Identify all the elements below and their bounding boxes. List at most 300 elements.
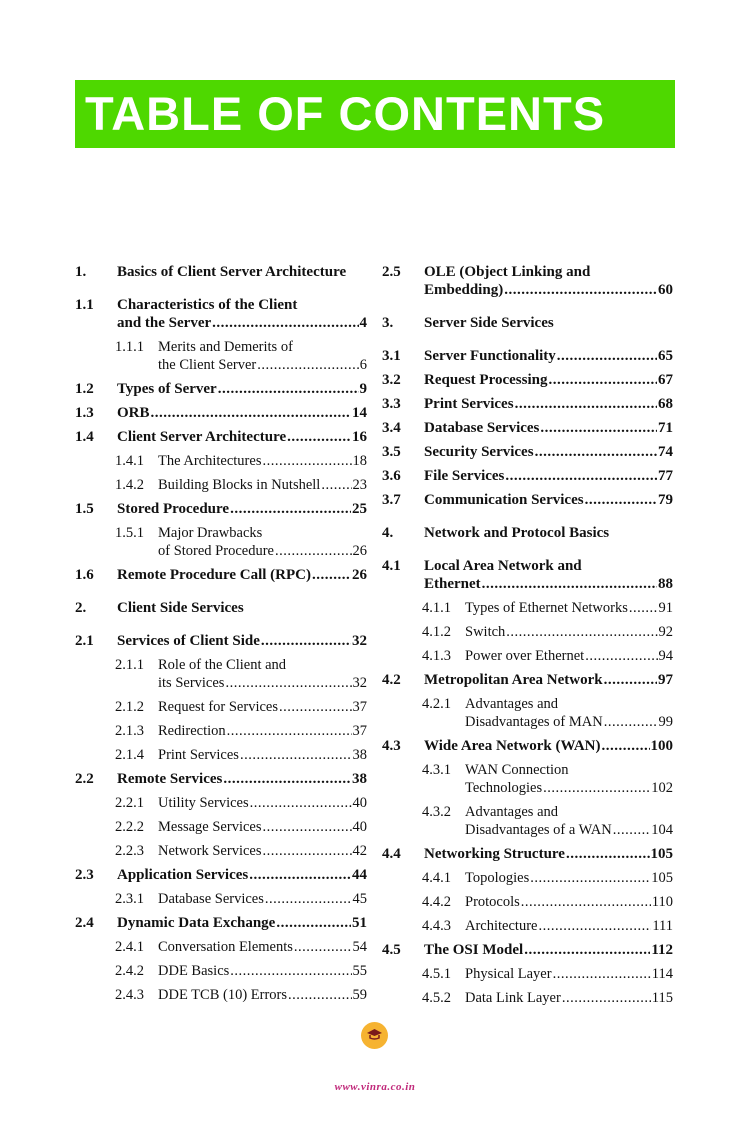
page-number: 14 (352, 405, 367, 421)
dot-leader (602, 737, 650, 755)
title-text: Redirection (158, 723, 226, 739)
page-number: 25 (352, 501, 367, 517)
page-number: 42 (352, 843, 367, 859)
section-number: 2.3.1 (115, 891, 144, 907)
section-number: 4.1.1 (422, 600, 451, 616)
dot-leader (223, 770, 351, 788)
page-number: 112 (651, 942, 673, 958)
dot-leader (262, 452, 351, 470)
dot-leader (276, 914, 351, 932)
dot-leader (604, 671, 657, 689)
dot-leader (294, 938, 352, 956)
page-number: 99 (658, 714, 673, 730)
entry-title (158, 746, 367, 764)
page-number: 114 (651, 966, 673, 982)
section-number: 1.4 (75, 429, 94, 445)
toc-entry[interactable] (382, 917, 673, 935)
title-text: Server Functionality (424, 348, 556, 364)
title-text: Print Services (424, 396, 514, 412)
title-text: Advantages and (465, 696, 559, 712)
toc-entry[interactable] (75, 746, 367, 764)
page-number: 26 (352, 543, 367, 559)
toc-entry[interactable] (382, 599, 673, 617)
toc-right-column (382, 263, 673, 1013)
title-text: Technologies (465, 780, 543, 796)
title-text: Communication Services (424, 492, 584, 508)
title-line (158, 746, 367, 764)
dot-leader (261, 632, 351, 650)
page-number: 100 (650, 738, 673, 754)
toc-entry[interactable] (75, 524, 367, 560)
toc-entry[interactable] (75, 698, 367, 716)
toc-entry[interactable] (75, 404, 367, 422)
title-text: Database Services (158, 891, 264, 907)
section-number: 2.1 (75, 633, 94, 649)
toc-entry[interactable] (75, 986, 367, 1004)
section-number: 3.4 (382, 420, 401, 436)
section-number: 4.4.2 (422, 894, 451, 910)
section-number: 4. (382, 525, 394, 541)
page-number: 44 (352, 867, 367, 883)
dot-leader (279, 698, 352, 716)
title-text: Request Processing (424, 372, 548, 388)
section-number: 4.3.1 (422, 762, 451, 778)
title-text: Wide Area Network (WAN) (424, 738, 601, 754)
page-number: 92 (658, 624, 673, 640)
dot-leader (288, 986, 351, 1004)
section-number: 3.5 (382, 444, 401, 460)
title-text: Message Services (158, 819, 262, 835)
title-text: Application Services (117, 867, 249, 883)
title-line (117, 428, 367, 446)
title-text: The OSI Model (424, 942, 524, 958)
title-text: Merits and Demerits of (158, 339, 293, 355)
title-text: Services of Client Side (117, 633, 260, 649)
entry-title (158, 890, 367, 908)
entry-title (117, 866, 367, 884)
dot-leader (275, 542, 352, 560)
section-number: 3. (382, 315, 394, 331)
section-number: 4.4.3 (422, 918, 451, 934)
entry-title (424, 314, 673, 332)
title-line (424, 467, 673, 485)
title-line (424, 941, 673, 959)
section-number: 2.4.3 (115, 987, 144, 1003)
title-text: Topologies (465, 870, 530, 886)
title-line (465, 695, 673, 713)
title-line (158, 356, 367, 374)
title-line (117, 770, 367, 788)
section-number: 1.4.1 (115, 453, 144, 469)
title-text: Role of the Client and (158, 657, 287, 673)
section-number: 3.7 (382, 492, 401, 508)
section-number: 4.1.3 (422, 648, 451, 664)
title-line (158, 452, 367, 470)
title-line (465, 965, 673, 983)
entry-title (158, 698, 367, 716)
entry-title (117, 263, 367, 281)
dot-leader (482, 575, 657, 593)
entry-title (424, 467, 673, 485)
title-text: Power over Ethernet (465, 648, 585, 664)
dot-leader (287, 428, 351, 446)
entry-title (465, 623, 673, 641)
title-text: Ethernet (424, 576, 481, 592)
toc-entry[interactable] (75, 296, 367, 332)
title-line (158, 986, 367, 1004)
toc-entry[interactable] (75, 722, 367, 740)
title-text: of Stored Procedure (158, 543, 274, 559)
dot-leader (530, 869, 650, 887)
entry-title (465, 803, 673, 839)
page-number: 74 (658, 444, 673, 460)
title-text: Local Area Network and (424, 558, 582, 574)
title-text: its Services (158, 675, 225, 691)
toc-entry[interactable] (382, 761, 673, 797)
dot-leader (515, 395, 657, 413)
page-number: 60 (658, 282, 673, 298)
title-text: Client Side Services (117, 600, 244, 616)
dot-leader (521, 893, 651, 911)
toc-entry[interactable] (382, 671, 673, 689)
section-number: 4.3 (382, 738, 401, 754)
page-number: 54 (352, 939, 367, 955)
title-text: Utility Services (158, 795, 249, 811)
title-text: Basics of Client Server Architecture (117, 264, 347, 280)
section-number: 3.3 (382, 396, 401, 412)
page-number: 37 (352, 699, 367, 715)
page-number: 51 (352, 915, 367, 931)
toc-entry[interactable] (75, 566, 367, 584)
title-text: Building Blocks in Nutshell (158, 477, 321, 493)
title-text: Remote Procedure Call (RPC) (117, 567, 311, 583)
page-number: 91 (658, 600, 673, 616)
title-line (424, 575, 673, 593)
page-number: 37 (352, 723, 367, 739)
title-line (424, 263, 673, 281)
title-line (465, 647, 673, 665)
page-number: 104 (651, 822, 673, 838)
section-number: 2.4 (75, 915, 94, 931)
toc-entry[interactable] (382, 647, 673, 665)
entry-title (117, 770, 367, 788)
toc-entry[interactable] (75, 938, 367, 956)
entry-title (158, 962, 367, 980)
page-number: 111 (652, 918, 673, 934)
dot-leader (548, 371, 657, 389)
page-number: 16 (352, 429, 367, 445)
title-text: Protocols (465, 894, 520, 910)
toc-entry[interactable] (382, 623, 673, 641)
toc-chapter[interactable] (75, 263, 367, 281)
toc-entry[interactable] (75, 842, 367, 860)
entry-title (424, 557, 673, 593)
toc-entry[interactable] (382, 695, 673, 731)
page-number: 26 (352, 567, 367, 583)
entry-title (424, 263, 673, 299)
title-line (424, 419, 673, 437)
title-line (117, 380, 367, 398)
dot-leader (257, 356, 358, 374)
page-number: 105 (651, 870, 673, 886)
toc-entry[interactable] (75, 962, 367, 980)
toc-entry[interactable] (75, 656, 367, 692)
page-number: 40 (352, 819, 367, 835)
section-number: 4.5.2 (422, 990, 451, 1006)
dot-leader (240, 746, 352, 764)
title-text: Characteristics of the Client (117, 297, 298, 313)
title-text: Disadvantages of MAN (465, 714, 603, 730)
toc-entry[interactable] (382, 803, 673, 839)
page-number: 23 (352, 477, 367, 493)
title-line (158, 338, 367, 356)
dot-leader (230, 962, 351, 980)
title-banner (75, 80, 675, 148)
entry-title (158, 722, 367, 740)
entry-title (424, 443, 673, 461)
entry-title (117, 566, 367, 584)
title-text: Security Services (424, 444, 534, 460)
section-number: 4.5.1 (422, 966, 451, 982)
toc-entry[interactable] (75, 632, 367, 650)
entry-title (424, 419, 673, 437)
entry-title (424, 524, 673, 542)
page-number: 55 (352, 963, 367, 979)
toc-entry[interactable] (382, 491, 673, 509)
section-number: 2.4.1 (115, 939, 144, 955)
toc-entry[interactable] (382, 941, 673, 959)
dot-leader (629, 599, 658, 617)
dot-leader (506, 623, 657, 641)
page-number: 105 (650, 846, 673, 862)
title-text: Networking Structure (424, 846, 565, 862)
dot-leader (249, 866, 351, 884)
title-text: WAN Connection (465, 762, 569, 778)
page-number: 71 (658, 420, 673, 436)
dot-leader (535, 443, 657, 461)
toc-entry[interactable] (75, 818, 367, 836)
section-number: 2.1.4 (115, 747, 144, 763)
page-number: 68 (658, 396, 673, 412)
page-number: 45 (352, 891, 367, 907)
dot-leader (566, 845, 650, 863)
website-url[interactable]: www.vinra.co.in (334, 1081, 416, 1093)
title-line (158, 794, 367, 812)
section-number: 2.5 (382, 264, 401, 280)
toc-entry[interactable] (382, 737, 673, 755)
title-line (424, 524, 673, 542)
section-number: 3.1 (382, 348, 401, 364)
title-text: Advantages and (465, 804, 559, 820)
toc-entry[interactable] (75, 452, 367, 470)
page-number: 32 (352, 633, 367, 649)
title-line (465, 779, 673, 797)
dot-leader (540, 419, 657, 437)
page-number: 38 (352, 771, 367, 787)
page-number: 32 (352, 675, 367, 691)
toc-entry[interactable] (75, 770, 367, 788)
title-line (117, 599, 367, 617)
title-line (158, 524, 367, 542)
toc-chapter[interactable] (75, 599, 367, 617)
entry-title (117, 914, 367, 932)
page-number: 115 (651, 990, 673, 1006)
toc-entry[interactable] (382, 395, 673, 413)
entry-title (117, 599, 367, 617)
page-number: 38 (352, 747, 367, 763)
title-line (158, 542, 367, 560)
section-number: 2.1.1 (115, 657, 144, 673)
toc-entry[interactable] (75, 914, 367, 932)
toc-entry[interactable] (382, 965, 673, 983)
title-line (424, 395, 673, 413)
entry-title (158, 818, 367, 836)
entry-title (158, 524, 367, 560)
section-number: 2.2.1 (115, 795, 144, 811)
toc-chapter[interactable] (382, 314, 673, 332)
title-line (465, 821, 673, 839)
section-number: 1.1 (75, 297, 94, 313)
section-number: 2.2.2 (115, 819, 144, 835)
entry-title (158, 842, 367, 860)
entry-title (465, 761, 673, 797)
title-line (117, 914, 367, 932)
toc-entry[interactable] (382, 371, 673, 389)
section-number: 4.2 (382, 672, 401, 688)
toc-entry[interactable] (75, 890, 367, 908)
toc-entry[interactable] (75, 866, 367, 884)
section-number: 2. (75, 600, 87, 616)
page-number: 79 (658, 492, 673, 508)
section-number: 1.5 (75, 501, 94, 517)
title-text: Remote Services (117, 771, 223, 787)
title-line (424, 347, 673, 365)
page-number: 18 (352, 453, 367, 469)
toc-entry[interactable] (75, 794, 367, 812)
toc-entry[interactable] (75, 338, 367, 374)
title-line (465, 713, 673, 731)
toc-entry[interactable] (382, 263, 673, 299)
dot-leader (504, 281, 657, 299)
section-number: 2.3 (75, 867, 94, 883)
title-text: Metropolitan Area Network (424, 672, 603, 688)
section-number: 4.3.2 (422, 804, 451, 820)
entry-title (424, 737, 673, 755)
entry-title (158, 794, 367, 812)
entry-title (424, 845, 673, 863)
dot-leader (225, 674, 351, 692)
entry-title (424, 941, 673, 959)
entry-title (424, 347, 673, 365)
dot-leader (524, 941, 650, 959)
dot-leader (557, 347, 657, 365)
toc-entry[interactable] (75, 428, 367, 446)
entry-title (158, 476, 367, 494)
dot-leader (227, 722, 352, 740)
page-number: 65 (658, 348, 673, 364)
section-number: 3.6 (382, 468, 401, 484)
toc-entry[interactable] (382, 467, 673, 485)
toc-entry[interactable] (382, 557, 673, 593)
toc-entry[interactable] (382, 989, 673, 1007)
title-text: and the Server (117, 315, 212, 331)
section-number: 3.2 (382, 372, 401, 388)
section-number: 4.4 (382, 846, 401, 862)
title-line (465, 599, 673, 617)
title-text: Client Server Architecture (117, 429, 287, 445)
title-line (117, 404, 367, 422)
dot-leader (250, 794, 352, 812)
title-text: Disadvantages of a WAN (465, 822, 612, 838)
title-line (117, 296, 367, 314)
entry-title (158, 656, 367, 692)
page-number: 110 (651, 894, 673, 910)
toc-entry[interactable] (382, 443, 673, 461)
title-text: Switch (465, 624, 506, 640)
title-line (117, 566, 367, 584)
toc-entry[interactable] (382, 347, 673, 365)
section-number: 1.4.2 (115, 477, 144, 493)
section-number: 4.5 (382, 942, 401, 958)
title-line (424, 557, 673, 575)
title-line (424, 671, 673, 689)
page-number: 4 (359, 315, 367, 331)
dot-leader (538, 917, 651, 935)
section-number: 4.4.1 (422, 870, 451, 886)
toc-entry[interactable] (382, 869, 673, 887)
page-number: 67 (658, 372, 673, 388)
title-line (117, 500, 367, 518)
toc-entry[interactable] (75, 476, 367, 494)
entry-title (465, 695, 673, 731)
dot-leader (151, 404, 351, 422)
entry-title (158, 938, 367, 956)
toc-entry[interactable] (75, 380, 367, 398)
toc-entry[interactable] (75, 500, 367, 518)
title-text: Types of Server (117, 381, 217, 397)
dot-leader (262, 842, 351, 860)
dot-leader (212, 314, 358, 332)
title-line (158, 722, 367, 740)
entry-title (465, 869, 673, 887)
page-title: TABLE OF CONTENTS (85, 87, 606, 140)
graduation-cap-icon (361, 1022, 388, 1049)
title-text: DDE TCB (10) Errors (158, 987, 288, 1003)
section-number: 4.2.1 (422, 696, 451, 712)
toc-chapter[interactable] (382, 524, 673, 542)
toc-entry[interactable] (382, 419, 673, 437)
entry-title (117, 428, 367, 446)
section-number: 4.1.2 (422, 624, 451, 640)
title-text: Major Drawbacks (158, 525, 263, 541)
title-text: The Architectures (158, 453, 262, 469)
title-text: Types of Ethernet Networks (465, 600, 628, 616)
section-number: 1.6 (75, 567, 94, 583)
title-text: Physical Layer (465, 966, 552, 982)
entry-title (465, 965, 673, 983)
title-text: Print Services (158, 747, 239, 763)
dot-leader (543, 779, 650, 797)
toc-entry[interactable] (382, 845, 673, 863)
toc-entry[interactable] (382, 893, 673, 911)
section-number: 1.1.1 (115, 339, 144, 355)
title-line (465, 917, 673, 935)
title-line (424, 491, 673, 509)
title-line (117, 314, 367, 332)
page-number: 6 (359, 357, 367, 373)
entry-title (424, 671, 673, 689)
section-number: 2.2 (75, 771, 94, 787)
